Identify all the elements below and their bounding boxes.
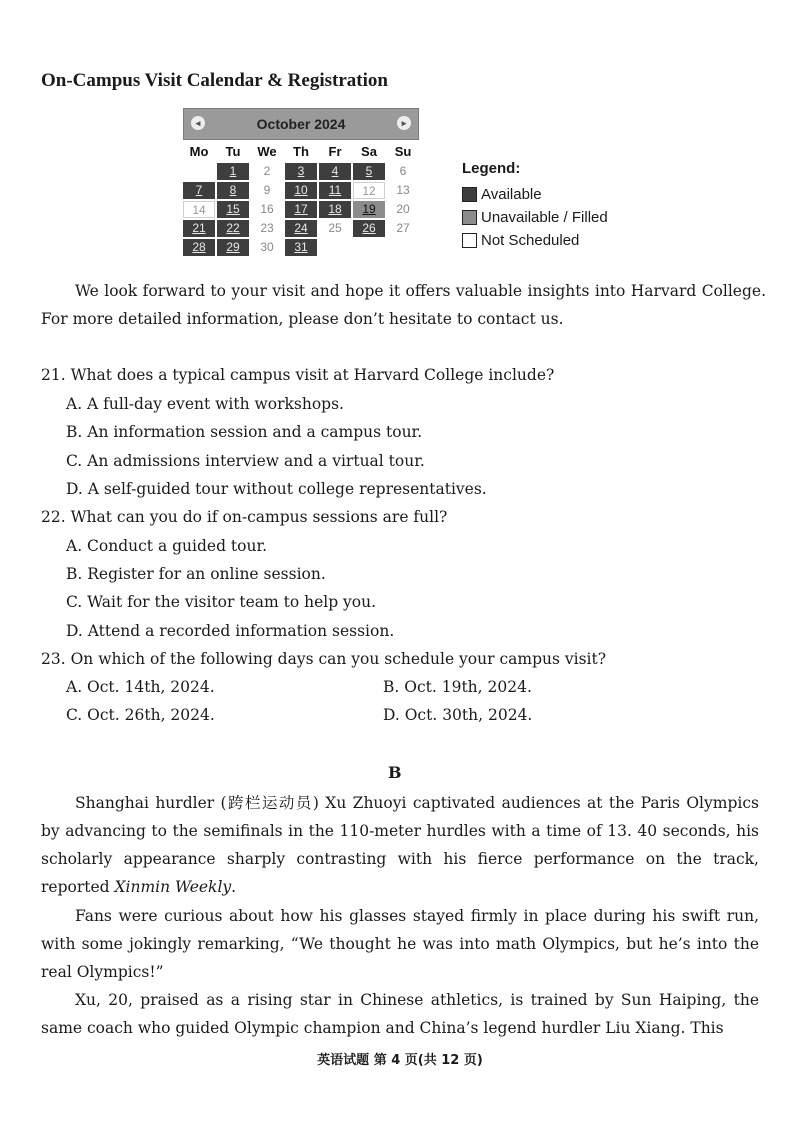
- calendar-day: 30: [260, 240, 274, 254]
- option-21-d: D. A self-guided tour without college representatives.: [66, 480, 487, 498]
- calendar-day[interactable]: 7: [183, 182, 215, 199]
- calendar-day[interactable]: 31: [285, 239, 317, 256]
- weekday-label: Tu: [225, 144, 241, 159]
- question-23: 23. On which of the following days can you schedule your campus visit?: [41, 650, 607, 668]
- prev-month-icon[interactable]: ◂: [191, 116, 205, 130]
- calendar-day[interactable]: 10: [285, 182, 317, 199]
- calendar-day[interactable]: 17: [285, 201, 317, 218]
- calendar-day[interactable]: 5: [353, 163, 385, 180]
- calendar-day: 9: [263, 183, 271, 197]
- option-23-c: C. Oct. 26th, 2024.: [66, 706, 215, 724]
- calendar-day[interactable]: 15: [217, 201, 249, 218]
- calendar-day: 14: [183, 201, 215, 218]
- option-22-a: A. Conduct a guided tour.: [66, 537, 268, 555]
- calendar-day: 20: [396, 202, 410, 216]
- section-b-title: B: [388, 763, 402, 782]
- legend-item-filled: [462, 206, 608, 229]
- visit-calendar: [183, 108, 419, 256]
- option-22-b: B. Register for an online session.: [66, 565, 326, 583]
- available-swatch-icon: [462, 187, 477, 202]
- paragraph-text: Xu, 20, praised as a rising star in Chinese athletics, is trained by Sun Haiping, the same coach who guided Olympic champion and China’s legend hurdler Liu Xiang. This: [41, 991, 759, 1037]
- calendar-day: 13: [396, 183, 410, 197]
- passage-b-paragraph-3: [41, 986, 759, 1042]
- calendar-day[interactable]: 8: [217, 182, 249, 199]
- question-22: 22. What can you do if on-campus sessions are full?: [41, 508, 448, 526]
- legend-label: Not Scheduled: [481, 232, 580, 249]
- calendar-day: 19: [353, 201, 385, 218]
- filled-swatch-icon: [462, 210, 477, 225]
- calendar-day[interactable]: 3: [285, 163, 317, 180]
- calendar-empty-cell: [353, 239, 385, 256]
- calendar-day[interactable]: 29: [217, 239, 249, 256]
- calendar-grid: [183, 143, 419, 256]
- legend-item-available: [462, 183, 608, 206]
- weekday-label: Mo: [189, 144, 209, 159]
- option-23-d: D. Oct. 30th, 2024.: [383, 706, 533, 724]
- calendar-empty-cell: [183, 163, 215, 180]
- calendar-day[interactable]: 28: [183, 239, 215, 256]
- source-title: Xinmin Weekly: [114, 878, 232, 896]
- weekday-label: Fr: [328, 144, 342, 159]
- calendar-day[interactable]: 11: [319, 182, 351, 199]
- option-21-a: A. A full-day event with workshops.: [66, 395, 344, 413]
- passage-b-paragraph-2: [41, 902, 759, 986]
- option-21-c: C. An admissions interview and a virtual tour.: [66, 452, 425, 470]
- paragraph-text: Fans were curious about how his glasses stayed firmly in place during his swift run, with some jokingly remarking, “We thought he was into math Olympics, but he’s into the real Olympics!”: [41, 907, 759, 981]
- page-heading: On-Campus Visit Calendar & Registration: [41, 70, 388, 91]
- legend-title: Legend:: [462, 160, 521, 177]
- legend-label: Unavailable / Filled: [481, 209, 608, 226]
- calendar-day: 25: [328, 221, 342, 235]
- calendar-day[interactable]: 4: [319, 163, 351, 180]
- calendar-day[interactable]: 22: [217, 220, 249, 237]
- option-21-b: B. An information session and a campus tour.: [66, 423, 423, 441]
- calendar-day: 2: [263, 164, 271, 178]
- option-23-b: B. Oct. 19th, 2024.: [383, 678, 532, 696]
- calendar-empty-cell: [387, 239, 419, 256]
- calendar-day: 6: [399, 164, 407, 178]
- weekday-label: Sa: [361, 144, 377, 159]
- not-scheduled-swatch-icon: [462, 233, 477, 248]
- weekday-label: Su: [394, 144, 412, 159]
- intro-paragraph: We look forward to your visit and hope it offers valuable insights into Harvard College. For more detailed information, please don’t hesitate to contact us.: [41, 282, 766, 328]
- legend-item-not-scheduled: [462, 229, 608, 252]
- calendar-day: 23: [260, 221, 274, 235]
- calendar-day: 12: [353, 182, 385, 199]
- page-footer: 英语试题 第 4 页(共 12 页): [317, 1053, 483, 1068]
- calendar-day[interactable]: 24: [285, 220, 317, 237]
- weekday-label: Th: [293, 144, 309, 159]
- calendar-legend: [462, 160, 608, 252]
- calendar-day[interactable]: 1: [217, 163, 249, 180]
- legend-label: Available: [481, 186, 542, 203]
- calendar-day: 16: [260, 202, 274, 216]
- next-month-icon[interactable]: ▸: [397, 116, 411, 130]
- option-22-c: C. Wait for the visitor team to help you.: [66, 593, 377, 611]
- calendar-day: 27: [396, 221, 410, 235]
- weekday-label: We: [257, 144, 277, 159]
- passage-b-paragraph-1: [41, 789, 759, 901]
- calendar-header: [183, 108, 419, 140]
- calendar-day[interactable]: 21: [183, 220, 215, 237]
- paragraph-end: .: [231, 878, 237, 896]
- calendar-day[interactable]: 26: [353, 220, 385, 237]
- paragraph-text: Shanghai hurdler (跨栏运动员) Xu Zhuoyi captivated audiences at the Paris Olympics by advancing to the semifinals in the 110-meter hurdles with a time of 13. 40 seconds, his scholarly appearance sharply contrasting with his fierce performance on the track, reported: [41, 794, 759, 896]
- question-21: 21. What does a typical campus visit at Harvard College include?: [41, 366, 555, 384]
- calendar-empty-cell: [319, 239, 351, 256]
- calendar-month-title: October 2024: [256, 116, 346, 132]
- calendar-day[interactable]: 18: [319, 201, 351, 218]
- option-23-a: A. Oct. 14th, 2024.: [66, 678, 215, 696]
- option-22-d: D. Attend a recorded information session.: [66, 622, 395, 640]
